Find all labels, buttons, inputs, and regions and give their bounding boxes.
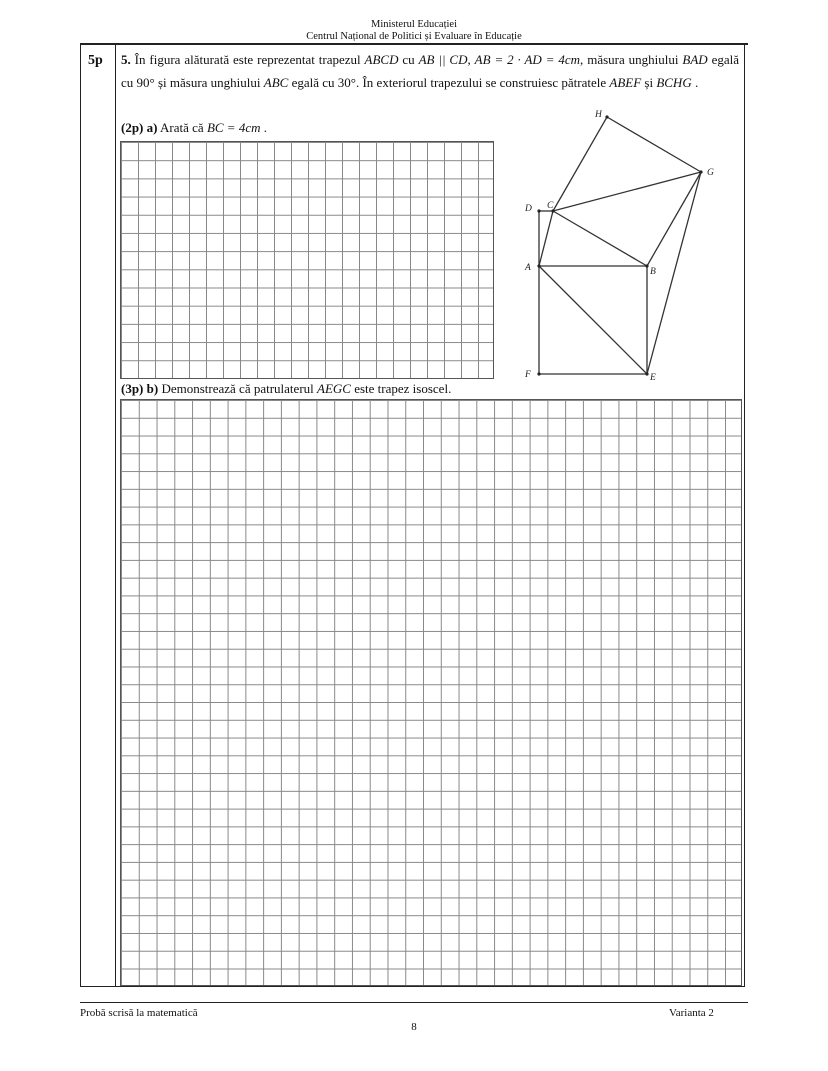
subquestion-a-points: (2p) [121,120,144,135]
math-abef: ABEF [609,74,642,90]
ministry-title: Ministerul Educației [370,19,458,30]
geometry-figure [510,100,740,390]
problem-points: 5p [88,53,103,68]
label-d: D [525,204,532,214]
statement-text: și [641,74,657,90]
math-bchg: BCHG [656,74,692,90]
problem-statement [121,49,739,94]
math-abc: ABC [263,74,289,90]
answer-grid-a[interactable] [120,141,494,379]
label-e: E [650,373,656,383]
math-lengths: AB = 2 · AD = 4cm [474,52,581,67]
statement-text: În figura alăturată este reprezentat trapezul [130,52,365,67]
variant-label: Varianta 2 [669,1007,714,1019]
math-parallel: AB || CD [418,52,468,67]
statement-text: . [691,74,699,90]
subquestion-b-math: AEGC [317,381,351,396]
exam-name: Probă scrisă la matematică [80,1007,198,1019]
footer-divider [80,1002,748,1003]
math-abcd: ABCD [364,52,399,67]
statement-text: cu [398,52,419,67]
answer-grid-b[interactable] [120,399,742,986]
page-number: 8 [411,1021,417,1033]
problem-number: 5. [121,52,131,67]
label-g: G [707,168,714,178]
trapezoid-squares-diagram [510,100,740,390]
subquestion-b [121,381,451,397]
points-column [81,45,116,986]
math-bad: BAD [682,52,708,67]
subquestion-b-text: Demonstrează că patrulaterul [158,381,318,396]
statement-text: egală cu 30°. În exteriorul trapezului se construiesc pătratele [288,74,610,90]
statement-text: egală cu 90° și măsura unghiului [121,52,740,90]
label-f: F [525,370,531,380]
label-h: H [595,110,602,120]
subquestion-a-end: . [260,120,267,135]
subquestion-b-end: este trapez isoscel. [350,381,452,396]
subquestion-a-label: a) [146,120,158,135]
label-b: B [650,267,656,277]
label-c: C [547,201,554,211]
subquestion-a [121,120,267,136]
subquestion-b-points: (3p) [121,381,144,396]
center-title: Centrul Național de Politici și Evaluare în Educație [306,31,522,42]
label-a: A [525,263,531,273]
statement-text: , [467,52,475,67]
subquestion-a-math: BC = 4cm [206,120,261,135]
statement-text: , măsura unghiului [580,52,683,67]
subquestion-b-label: b) [146,381,159,396]
subquestion-a-text: Arată că [157,120,207,135]
